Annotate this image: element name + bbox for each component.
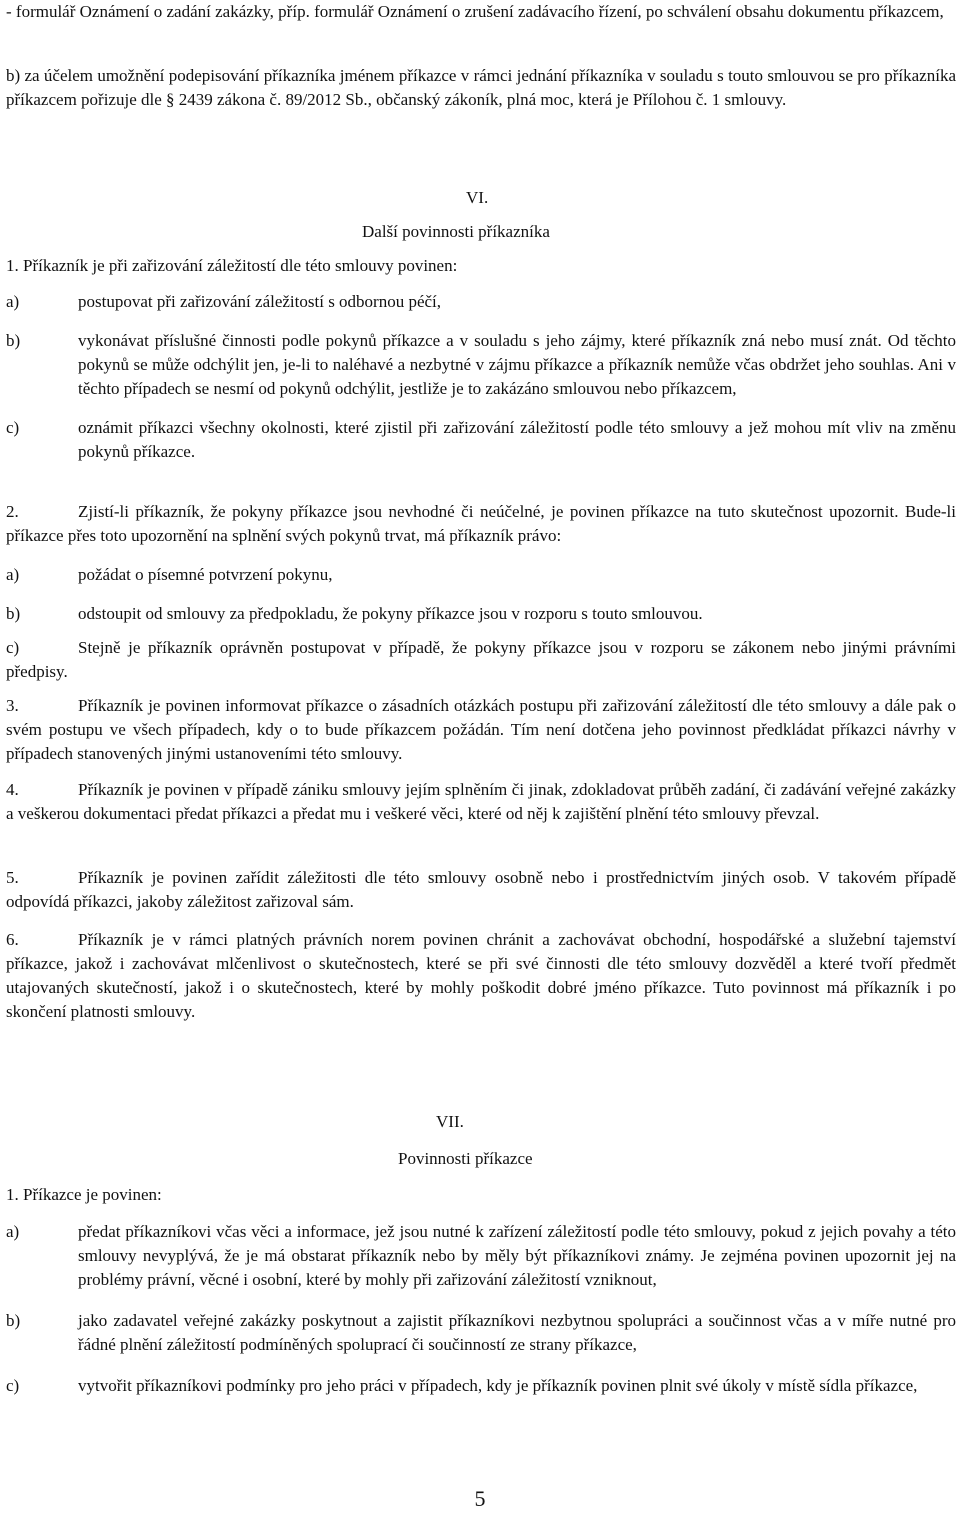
section-6-para-2 xyxy=(6,500,956,548)
list-item-text: oznámit příkazci všechny okolnosti, které zjistil při zařizování záležitostí podle této smlouvy a jež mohou mít vliv na změnu pokynů příkazce. xyxy=(78,418,956,461)
intro-paragraph-b: b) za účelem umožnění podepisování příkazníka jménem příkazce v rámci jednání příkazníka v souladu s touto smlouvou se pro příkazníka příkazcem pořizuje dle § 2439 zákona č. 89/2012 Sb., občanský zákoník, plná moc, která je Přílohou č. 1 smlouvy. xyxy=(6,66,956,109)
list-item-text: jako zadavatel veřejné zakázky poskytnout a zajistit příkazníkovi nezbytnou spolupráci a součinnost včas a v míře nutné pro řádné plnění záležitostí podmíněných spoluprací či součinností ze strany příkazce, xyxy=(78,1311,956,1354)
list-item xyxy=(6,1374,956,1398)
para-text: Stejně je příkazník oprávněn postupovat v případě, že pokyny příkazce jsou v rozporu se zákonem nebo jinými právními předpisy. xyxy=(6,638,956,681)
section-7-number: VII. xyxy=(436,1112,464,1131)
para-text: Příkazník je povinen zařídit záležitosti dle této smlouvy osobně nebo i prostřednictvím jiných osob. V takovém případě odpovídá příkazci, jakoby záležitost zařizoval sám. xyxy=(6,868,956,911)
list-item-label: a) xyxy=(6,565,20,584)
list-item xyxy=(6,1220,956,1292)
section-6-title: Další povinnosti příkazníka xyxy=(362,222,550,241)
list-item-text: odstoupit od smlouvy za předpokladu, že pokyny příkazce jsou v rozporu s touto smlouvou. xyxy=(78,604,703,623)
para-text: Zjistí-li příkazník, že pokyny příkazce jsou nevhodné či neúčelné, je povinen příkazce na tuto skutečnost upozornit. Bude-li příkazce přes toto upozornění na splnění svých pokynů trvat, má příkazník právo: xyxy=(6,502,956,545)
list-item-label: a) xyxy=(6,1222,20,1241)
section-7-para-1-list xyxy=(6,1220,956,1398)
list-item-text: vykonávat příslušné činnosti podle pokynů příkazce a v souladu s jeho zájmy, které příkazník zná nebo musí znát. Od těchto pokynů se může odchýlit jen, je-li to naléhavé a nezbytné v zájmu příkazce a příkazník nemůže včas obdržet jeho souhlas. Ani v těchto případech se nesmí od pokynů odchýlit, jestliže je to zakázáno smlouvou nebo příkazcem, xyxy=(78,331,956,398)
list-item xyxy=(6,329,956,401)
para-text: Příkazník je povinen v případě zániku smlouvy jejím splněním či jinak, zdokladovat průběh zadání, či zadávání veřejné zakázky a veškerou dokumentaci předat příkazci a předat mu i veškeré věci, které od něj k zajištění plnění této smlouvy převzal. xyxy=(6,780,956,823)
list-item-label: a) xyxy=(6,292,20,311)
section-6-number: VI. xyxy=(466,188,489,207)
list-item-label: c) xyxy=(6,1376,20,1395)
para-number: 3. xyxy=(6,696,19,715)
list-item-text: předat příkazníkovi včas věci a informace, jež jsou nutné k zařízení záležitostí podle této smlouvy, pokud z jejich povahy a této smlouvy nevyplývá, že je má obstarat příkazník nebo by měly být příkazníkovi známy. Je zejména povinen upozornit jej na problémy právní, věcné i osobní, které by mohly při zařizování záležitostí vzniknout, xyxy=(78,1222,956,1289)
list-item xyxy=(6,602,956,626)
section-7-title: Povinnosti příkazce xyxy=(398,1149,533,1168)
section-7-para-1-intro: 1. Příkazce je povinen: xyxy=(6,1185,162,1204)
section-6-para-1-intro: 1. Příkazník je při zařizování záležitostí dle této smlouvy povinen: xyxy=(6,256,458,275)
section-6-para-1-list xyxy=(6,290,956,464)
list-item xyxy=(6,290,956,314)
section-6-para-4 xyxy=(6,778,956,826)
list-item-text: vytvořit příkazníkovi podmínky pro jeho práci v případech, kdy je příkazník povinen plnit své úkoly v místě sídla příkazce, xyxy=(78,1376,918,1395)
intro-line: - formulář Oznámení o zadání zakázky, příp. formulář Oznámení o zrušení zadávacího řízení, po schválení obsahu dokumentu příkazcem, xyxy=(6,2,944,21)
para-number: 4. xyxy=(6,780,19,799)
list-item-label: b) xyxy=(6,604,21,623)
list-item-text: požádat o písemné potvrzení pokynu, xyxy=(78,565,333,584)
list-item-label: b) xyxy=(6,331,21,350)
list-item xyxy=(6,1309,956,1357)
section-6-para-5 xyxy=(6,866,956,914)
list-item-label: c) xyxy=(6,418,20,437)
section-6-para-3 xyxy=(6,694,956,766)
section-6-para-2-c xyxy=(6,636,956,684)
para-number: 6. xyxy=(6,930,19,949)
para-text: Příkazník je v rámci platných právních norem povinen chránit a zachovávat obchodní, hospodářské a služební tajemství příkazce, jakož i zachovávat mlčenlivost o skutečnostech, které se při své činnosti dle této smlouvy dozvěděl a které tvoří předmět utajovaných skutečností, jakož i o skutečnostech, které by mohly poškodit dobré jméno příkazce. Tuto povinnost má příkazník i po skončení platnosti smlouvy. xyxy=(6,930,956,1021)
list-item xyxy=(6,416,956,464)
page-number: 5 xyxy=(474,1486,486,1511)
para-number: 2. xyxy=(6,502,19,521)
section-6-para-2-list xyxy=(6,563,956,626)
list-item-label: b) xyxy=(6,1311,21,1330)
para-number: 5. xyxy=(6,868,19,887)
list-item xyxy=(6,563,956,587)
section-6-para-6 xyxy=(6,928,956,1024)
para-text: Příkazník je povinen informovat příkazce o zásadních otázkách postupu při zařizování záležitostí dle této smlouvy a dále pak o svém postupu ve všech případech, kdy o to bude příkazcem požádán. Tím není dotčena jeho povinnost předkládat příkazci návrhy v případech stanovených jinými ustanoveními této smlouvy. xyxy=(6,696,956,763)
list-item-text: postupovat při zařizování záležitostí s odbornou péčí, xyxy=(78,292,442,311)
para-label: c) xyxy=(6,638,20,657)
